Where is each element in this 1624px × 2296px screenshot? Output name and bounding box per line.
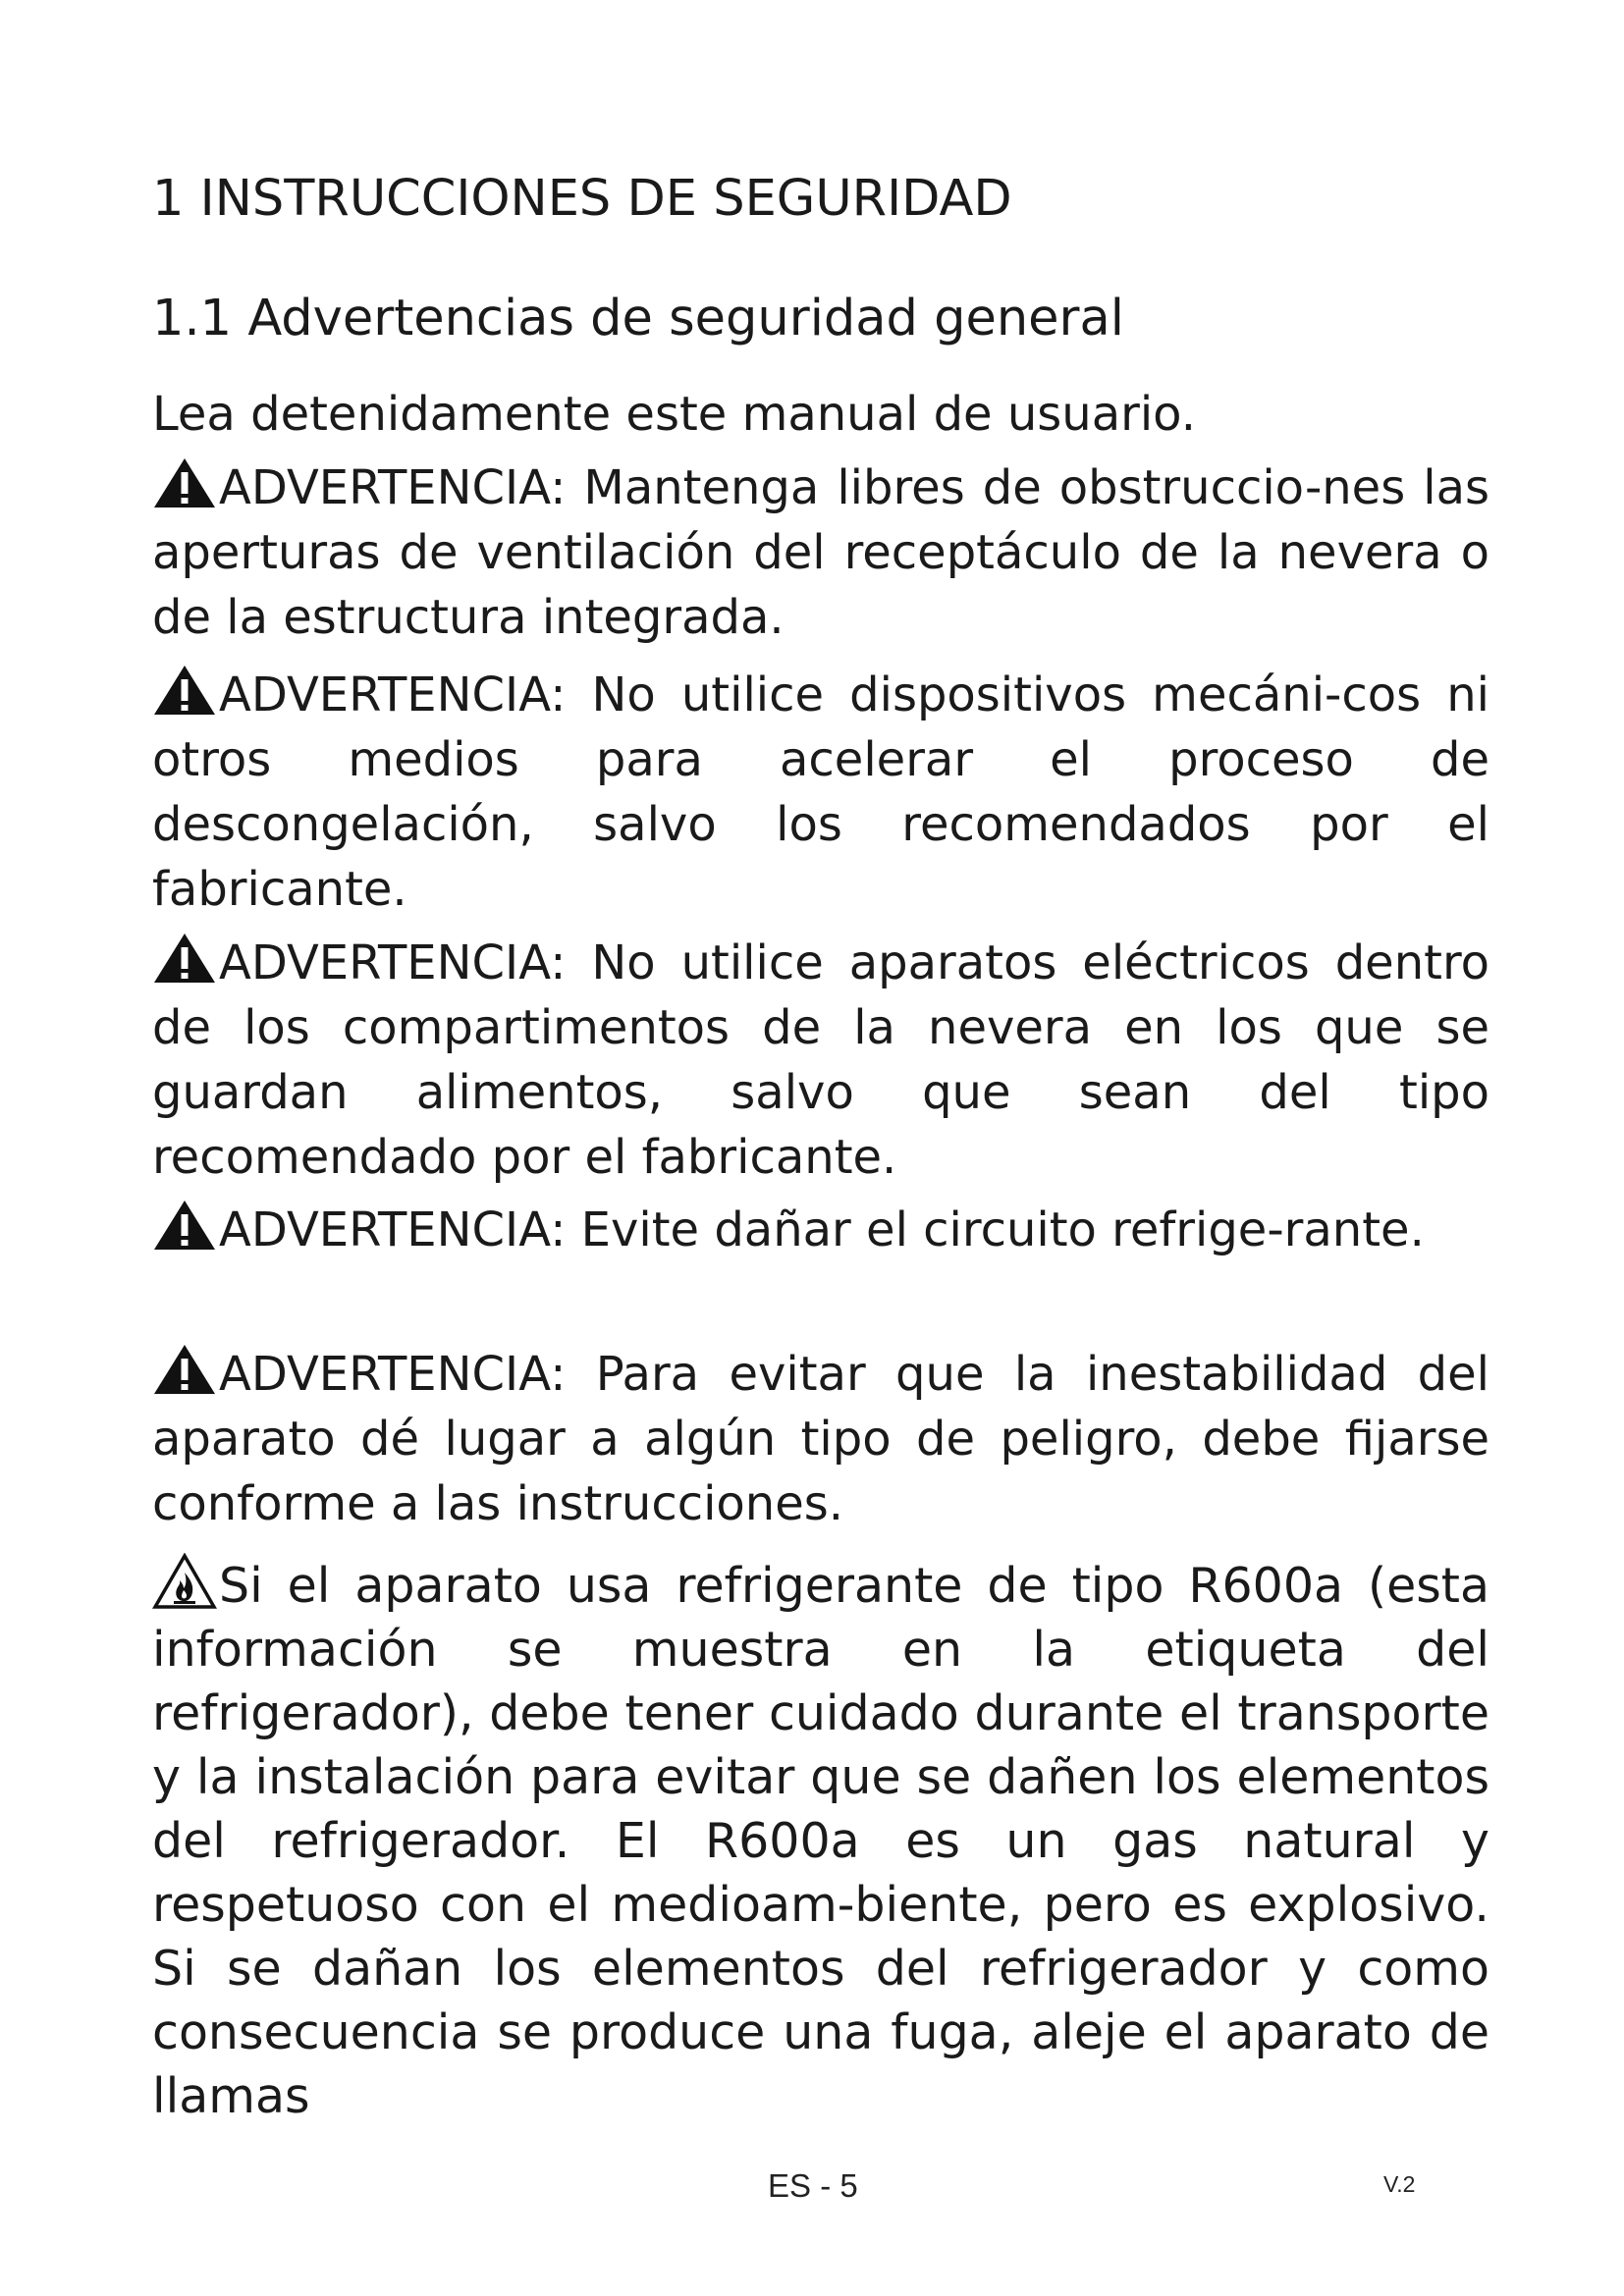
warning-label: ADVERTENCIA: (219, 1347, 567, 1402)
warning-text: No utilice aparatos eléctricos dentro de los compartimentos de la nevera en los que se guardan alimentos, salvo que sean del tipo recomendado por el fabricante. (152, 935, 1489, 1185)
subsection-title: 1.1 Advertencias de seguridad general (152, 290, 1124, 347)
page-number: ES - 5 (768, 2167, 858, 2204)
warning-text: Para evitar que la inestabilidad del aparato dé lugar a algún tipo de peligro, debe fijarse conforme a las instrucciones. (152, 1347, 1489, 1531)
warning-label: ADVERTENCIA: (219, 460, 567, 515)
version-label: V.2 (1383, 2171, 1416, 2197)
refrigerant-paragraph (152, 1553, 1489, 2128)
warning-triangle-icon (152, 1199, 217, 1252)
warning-label: ADVERTENCIA: (219, 667, 567, 722)
warning-text: No utilice dispositivos mecáni-cos ni otros medios para acelerar el proceso de descongelación, salvo los recomendados por el fabricante. (152, 667, 1489, 917)
warning-label: ADVERTENCIA: (219, 935, 567, 990)
warning-text: Mantenga libres de obstruccio-nes las aperturas de ventilación del receptáculo de la nevera o de la estructura integrada. (152, 460, 1489, 645)
warning-paragraph (152, 931, 1489, 1190)
warning-paragraph (152, 1198, 1489, 1262)
warning-label: ADVERTENCIA: (219, 1202, 567, 1257)
warning-paragraph (152, 1342, 1489, 1536)
refrigerant-text: Si el aparato usa refrigerante de tipo R600a (esta información se muestra en la etiqueta del refrigerador), debe tener cuidado durante el transporte y la instalación para evitar que se dañen los elementos del refrigerador. El R600a es un gas natural y respetuoso con el medioam-biente, pero es explosivo. Si se dañan los elementos del refrigerador y como consecuencia se produce una fuga, aleje el aparato de llamas (152, 1558, 1489, 2124)
warning-triangle-icon (152, 932, 217, 985)
warning-triangle-icon (152, 456, 217, 509)
warning-text: Evite dañar el circuito refrige-rante. (580, 1202, 1425, 1257)
warning-paragraph (152, 455, 1489, 650)
section-title: 1 INSTRUCCIONES DE SEGURIDAD (152, 170, 1012, 228)
warning-triangle-icon (152, 664, 217, 717)
warning-paragraph (152, 663, 1489, 922)
flammable-warning-icon (152, 1553, 217, 1610)
lead-instruction: Lea detenidamente este manual de usuario. (152, 387, 1196, 442)
warning-triangle-icon (152, 1343, 217, 1396)
